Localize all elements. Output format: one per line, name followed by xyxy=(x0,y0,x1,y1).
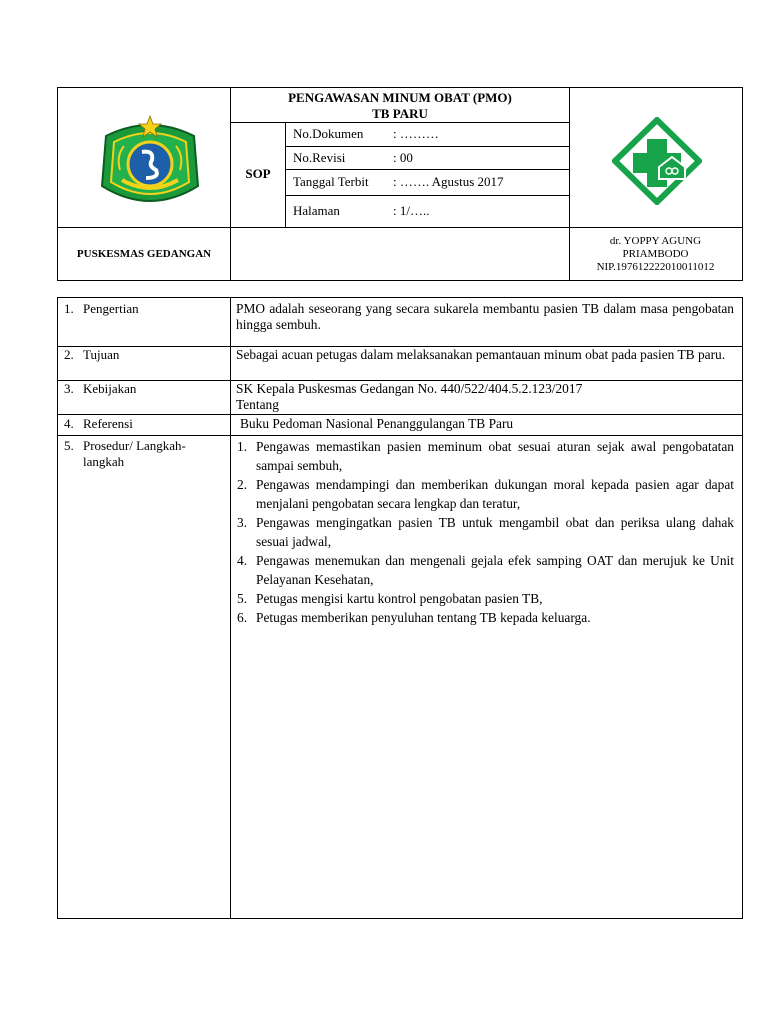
procedure-step xyxy=(237,608,734,627)
field-no-dokumen xyxy=(293,126,439,142)
field-label: No.Revisi xyxy=(293,150,346,165)
row-label-prosedur xyxy=(64,438,211,470)
row-label-pengertian xyxy=(64,301,223,317)
row-text-referensi: Buku Pedoman Nasional Penanggulangan TB Paru xyxy=(240,416,514,431)
kebijakan-line-1: SK Kepala Puskesmas Gedangan No. 440/522/404.5.2.123/2017 xyxy=(236,381,583,396)
step-number: 6. xyxy=(237,610,248,625)
procedure-step xyxy=(237,589,734,608)
row-number: 4. xyxy=(64,416,74,431)
step-number: 3. xyxy=(237,515,248,530)
document-title xyxy=(231,90,569,122)
row-label-kebijakan xyxy=(64,381,223,397)
puskesmas-logo-icon xyxy=(612,117,702,205)
row-number: 3. xyxy=(64,381,74,396)
row-text-kebijakan xyxy=(236,381,734,413)
row-label: Prosedur/ Langkah-langkah xyxy=(83,438,186,469)
step-text: Pengawas mendampingi dan memberikan dukungan moral kepada pasien agar dapat menjalani pengobatan secara lengkap dan teratur, xyxy=(256,477,734,511)
procedure-step xyxy=(237,513,734,551)
row-number: 1. xyxy=(64,301,74,316)
row-number: 2. xyxy=(64,347,74,362)
title-line-2: TB PARU xyxy=(372,106,428,121)
step-text: Petugas mengisi kartu kontrol pengobatan pasien TB, xyxy=(256,591,543,606)
field-value: : 00 xyxy=(393,150,413,165)
kebijakan-line-2: Tentang xyxy=(236,397,279,412)
regency-emblem-icon xyxy=(96,112,204,216)
org-name: PUSKESMAS GEDANGAN xyxy=(76,248,212,260)
field-tanggal-terbit xyxy=(293,174,504,190)
signatory-name-line-1: dr. YOPPY AGUNG xyxy=(609,235,702,247)
signatory-block xyxy=(569,235,742,274)
field-value: : ……… xyxy=(393,126,439,141)
sop-label: SOP xyxy=(245,166,271,181)
row-label: Referensi xyxy=(83,416,133,431)
title-line-1: PENGAWASAN MINUM OBAT (PMO) xyxy=(288,90,512,105)
field-label: Halaman xyxy=(293,203,340,218)
row-number: 5. xyxy=(64,438,74,453)
step-text: Pengawas memastikan pasien meminum obat sesuai aturan sejak awal pengobatatan sampai sembuh, xyxy=(256,439,734,473)
field-label: Tanggal Terbit xyxy=(293,174,369,189)
field-value: : ……. Agustus 2017 xyxy=(393,174,504,189)
field-halaman xyxy=(293,203,430,219)
step-number: 1. xyxy=(237,439,248,454)
procedure-step xyxy=(237,551,734,589)
field-label: No.Dokumen xyxy=(293,126,364,141)
row-label: Pengertian xyxy=(83,301,139,316)
step-text: Pengawas menemukan dan mengenali gejala efek samping OAT dan merujuk ke Unit Pelayanan Kesehatan, xyxy=(256,553,734,587)
step-text: Petugas memberikan penyuluhan tentang TB kepada keluarga. xyxy=(256,610,591,625)
step-number: 2. xyxy=(237,477,248,492)
signatory-nip: NIP.197612222010011012 xyxy=(596,261,715,273)
row-label-referensi xyxy=(64,416,223,432)
row-label: Kebijakan xyxy=(83,381,137,396)
procedure-step xyxy=(237,475,734,513)
field-no-revisi xyxy=(293,150,413,166)
procedure-steps xyxy=(237,437,734,627)
step-number: 4. xyxy=(237,553,248,568)
field-value: : 1/….. xyxy=(393,203,430,218)
row-label: Tujuan xyxy=(83,347,120,362)
step-text: Pengawas mengingatkan pasien TB untuk mengambil obat dan periksa ulang dahak sesuai jadwal, xyxy=(256,515,734,549)
row-text-tujuan: Sebagai acuan petugas dalam melaksanakan pemantauan minum obat pada pasien TB paru. xyxy=(236,347,726,362)
procedure-step xyxy=(237,437,734,475)
step-number: 5. xyxy=(237,591,248,606)
row-text-pengertian: PMO adalah seseorang yang secara sukarela membantu pasien TB dalam masa pengobatan hingga sembuh. xyxy=(236,301,734,332)
signatory-name-line-2: PRIAMBODO xyxy=(622,248,689,260)
row-label-tujuan xyxy=(64,347,223,363)
